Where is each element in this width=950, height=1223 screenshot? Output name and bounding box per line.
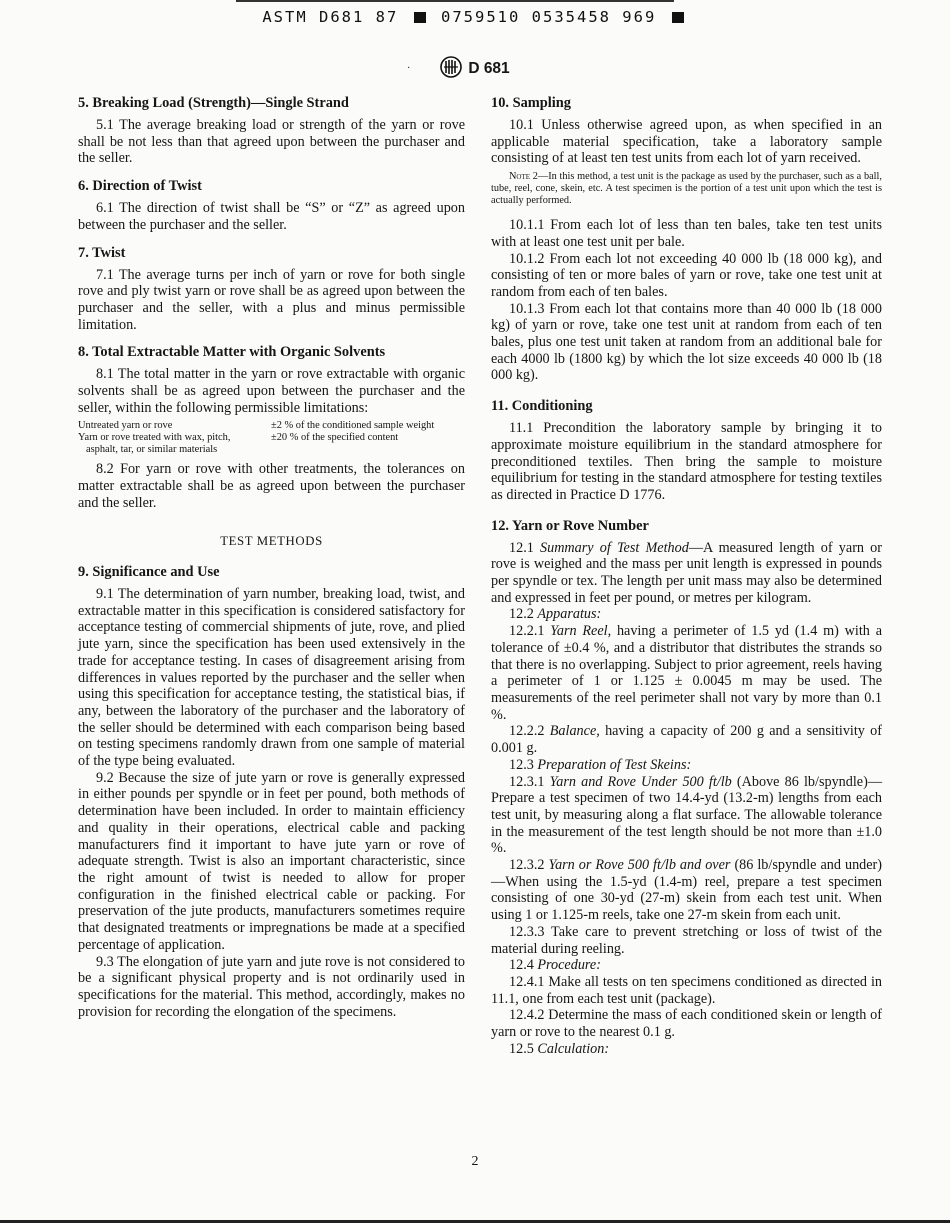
section-5-heading: 5. Breaking Load (Strength)—Single Strand [78, 95, 349, 111]
paragraph-8-2: 8.2 For yarn or rove with other treatments, the tolerances on matter extractable shall be as agreed upon between the purchaser and the seller. [78, 461, 465, 511]
paragraph-12-3-3: 12.3.3 Take care to prevent stretching or loss of twist of the material during reeling. [491, 923, 882, 957]
section-8-heading: 8. Total Extractable Matter with Organic Solvents [78, 344, 386, 361]
paragraph-10-1-1: 10.1.1 From each lot of less than ten bales, take ten test units with at least one test unit per bale. [491, 217, 882, 250]
limit-tolerance: ±20 % of the specified content [271, 432, 399, 444]
paragraph-5-1: 5.1 The average breaking load or strength of the yarn or rove shall be not less than that agreed upon between the purchaser and the seller. [78, 117, 465, 167]
paragraph-11-1: 11.1 Precondition the laboratory sample by bringing it to approximate moisture equilibrium in the standard atmosphere for preconditioned textiles. Then bring the sample to moisture equilibrium for testing in the standard atmosphere for testing textiles as directed in Practice D 1776. [491, 420, 882, 503]
note-2 [491, 171, 882, 207]
code-line-text: ASTM D681 87 [262, 8, 399, 26]
note-text: —In this method, a test unit is the package as used by the purchaser, such as a ball, tube, reel, cone, skein, etc. A test specimen is the portion of a test unit upon which the test is actually performed. [491, 171, 882, 207]
limit-material: Untreated yarn or rove [78, 420, 173, 432]
paragraph-12-3-2: 12.3.2 Yarn or Rove 500 ft/lb and over (86 lb/spyndle and under)—When using the 1.5-yd (1.4-m) reel, prepare a test specimen consisting of one 30-yd (27-m) skein from each test unit. When using 1 or 1.125-m reels, take one 27-m skein from each unit. [491, 857, 883, 924]
document-code-line [0, 8, 950, 26]
section-11-heading: 11. Conditioning [491, 398, 593, 415]
designation-text: D 681 [468, 60, 510, 77]
paragraph-12-1: 12.1 Summary of Test Method—A measured length of yarn or rove is weighed and the mass per unit length is expressed in pounds per spyndle or tex. The length per unit mass may also be determined and expressed in feet per pound, or metres per kilogram. [491, 539, 882, 606]
section-10-heading: 10. Sampling [491, 95, 571, 111]
paragraph-12-3-1: 12.3.1 Yarn and Rove Under 500 ft/lb (Above 86 lb/spyndle)—Prepare a test specimen of two 14.4-yd (13.2-m) lengths from each test unit, by measuring along a flat surface. The allowable tolerance in the measurement of the test length should be not more than ±1.0 %. [491, 773, 883, 857]
limitations-table [78, 420, 465, 455]
paragraph-12-4-2: 12.4.2 Determine the mass of each conditioned skein or length of yarn or rove to the nearest 0.1 g. [491, 1007, 882, 1041]
paragraph-7-1: 7.1 The average turns per inch of yarn or rove for both single rove and ply twist yarn or rove shall be as agreed upon between the purchaser and the seller, with a plus and minus permissible limitation. [78, 266, 465, 333]
limit-material: asphalt, tar, or similar materials [86, 443, 218, 455]
test-methods-title: TEST METHODS [220, 534, 323, 549]
left-column [78, 95, 465, 1020]
paragraph-10-1: 10.1 Unless otherwise agreed upon, as when specified in an applicable material specification, take a laboratory sample consisting of at least ten test units from each lot of yarn received. [491, 117, 882, 167]
paragraph-12-2: 12.2 Apparatus: [509, 606, 602, 623]
paragraph-12-5: 12.5 Calculation: [509, 1040, 610, 1057]
limit-tolerance: ±2 % of the conditioned sample weight [271, 420, 435, 432]
paragraph-9-3: 9.3 The elongation of jute yarn and jute rove is not considered to be a significant physical property and is not ordinarily used in specifications for the material. This method, accordingly, makes no provision for recording the elongation of the specimens. [78, 953, 465, 1020]
speck-mark: · [407, 63, 411, 74]
paragraph-12-2-2: 12.2.2 Balance, having a capacity of 200 g and a sensitivity of 0.001 g. [491, 723, 883, 757]
paragraph-10-1-2: 10.1.2 From each lot not exceeding 40 000 lb (18 000 kg), and consisting of ten or more bales of yarn or rove, take one test unit at random from each of ten bales. [491, 250, 882, 300]
paragraph-12-3: 12.3 Preparation of Test Skeins: [509, 756, 692, 773]
paragraph-6-1: 6.1 The direction of twist shall be “S” or “Z” as agreed upon between the purchaser and the seller. [78, 200, 465, 233]
right-column [491, 95, 882, 1057]
black-block-mark-2 [672, 12, 684, 23]
paragraph-9-1: 9.1 The determination of yarn number, breaking load, twist, and extractable matter in this specification is considered satisfactory for acceptance testing of commercial shipments of jute, rove, and plied jute yarn, since the specification has been used extensively in the trade for acceptance testing. In cases of disagreement arising from differences in values reported by the purchaser and the seller when using this specification for acceptance testing, the statistical bias, if any, between the laboratory of the purchaser and the laboratory of the seller should be determined with each comparison being based on testing specimens randomly drawn from one sample of material of the type being evaluated. [78, 586, 465, 770]
section-9-heading: 9. Significance and Use [78, 564, 220, 581]
section-12-heading: 12. Yarn or Rove Number [491, 517, 649, 534]
paragraph-12-4-1: 12.4.1 Make all tests on ten specimens conditioned as directed in 11.1, one from each test unit (package). [491, 973, 882, 1007]
note-label: Note 2 [509, 171, 538, 183]
limit-material: Yarn or rove treated with wax, pitch, [78, 432, 231, 444]
section-7-heading: 7. Twist [78, 244, 126, 261]
section-6-heading: 6. Direction of Twist [78, 178, 202, 195]
black-block-mark [414, 12, 426, 23]
code-line-text-2: 0759510 0535458 969 [441, 8, 657, 26]
paragraph-12-4: 12.4 Procedure: [509, 957, 601, 974]
paragraph-9-2: 9.2 Because the size of jute yarn or rove is generally expressed in either pounds per spyndle or in feet per pound, both methods of determination have been included. In order to maintain efficiency and quality in their operations, electrical cable and packing manufacturers find it important to have jute yarn or rove of adequate strength. Twist is also an important characteristic, since the right amount of twist is needed to allow for proper configuration in the finished electrical cable or packing. For preservation of the jute products, manufacturers sometimes require that designated treatments or impregnations be made at a specified percentage of application. [78, 769, 465, 953]
paragraph-12-2-1: 12.2.1 Yarn Reel, having a perimeter of 1.5 yd (1.4 m) with a tolerance of ±0.4 %, and a distributor that distributes the strands so that there is no overlapping. Subject to prior agreement, reels having a perimeter of 1 or 1.125 ± 0.0045 m may be used. The measurements of the reel perimeter shall not vary by more than 0.1 %. [491, 623, 882, 723]
paragraph-8-1: 8.1 The total matter in the yarn or rove extractable with organic solvents shall be as agreed upon between the purchaser and the seller, within the following permissible limitations: [78, 366, 465, 416]
top-rule [236, 0, 674, 2]
astm-logo-icon [440, 56, 462, 78]
paragraph-10-1-3: 10.1.3 From each lot that contains more than 40 000 lb (18 000 kg) of yarn or rove, take one test unit at random from each of ten bales, plus one test unit taken at random from an additional bale for each 4000 lb (1800 kg) by which the lot size exceeds 40 000 lb (18 000 kg). [491, 300, 882, 384]
designation-header [0, 56, 950, 78]
page-number: 2 [471, 1154, 479, 1169]
